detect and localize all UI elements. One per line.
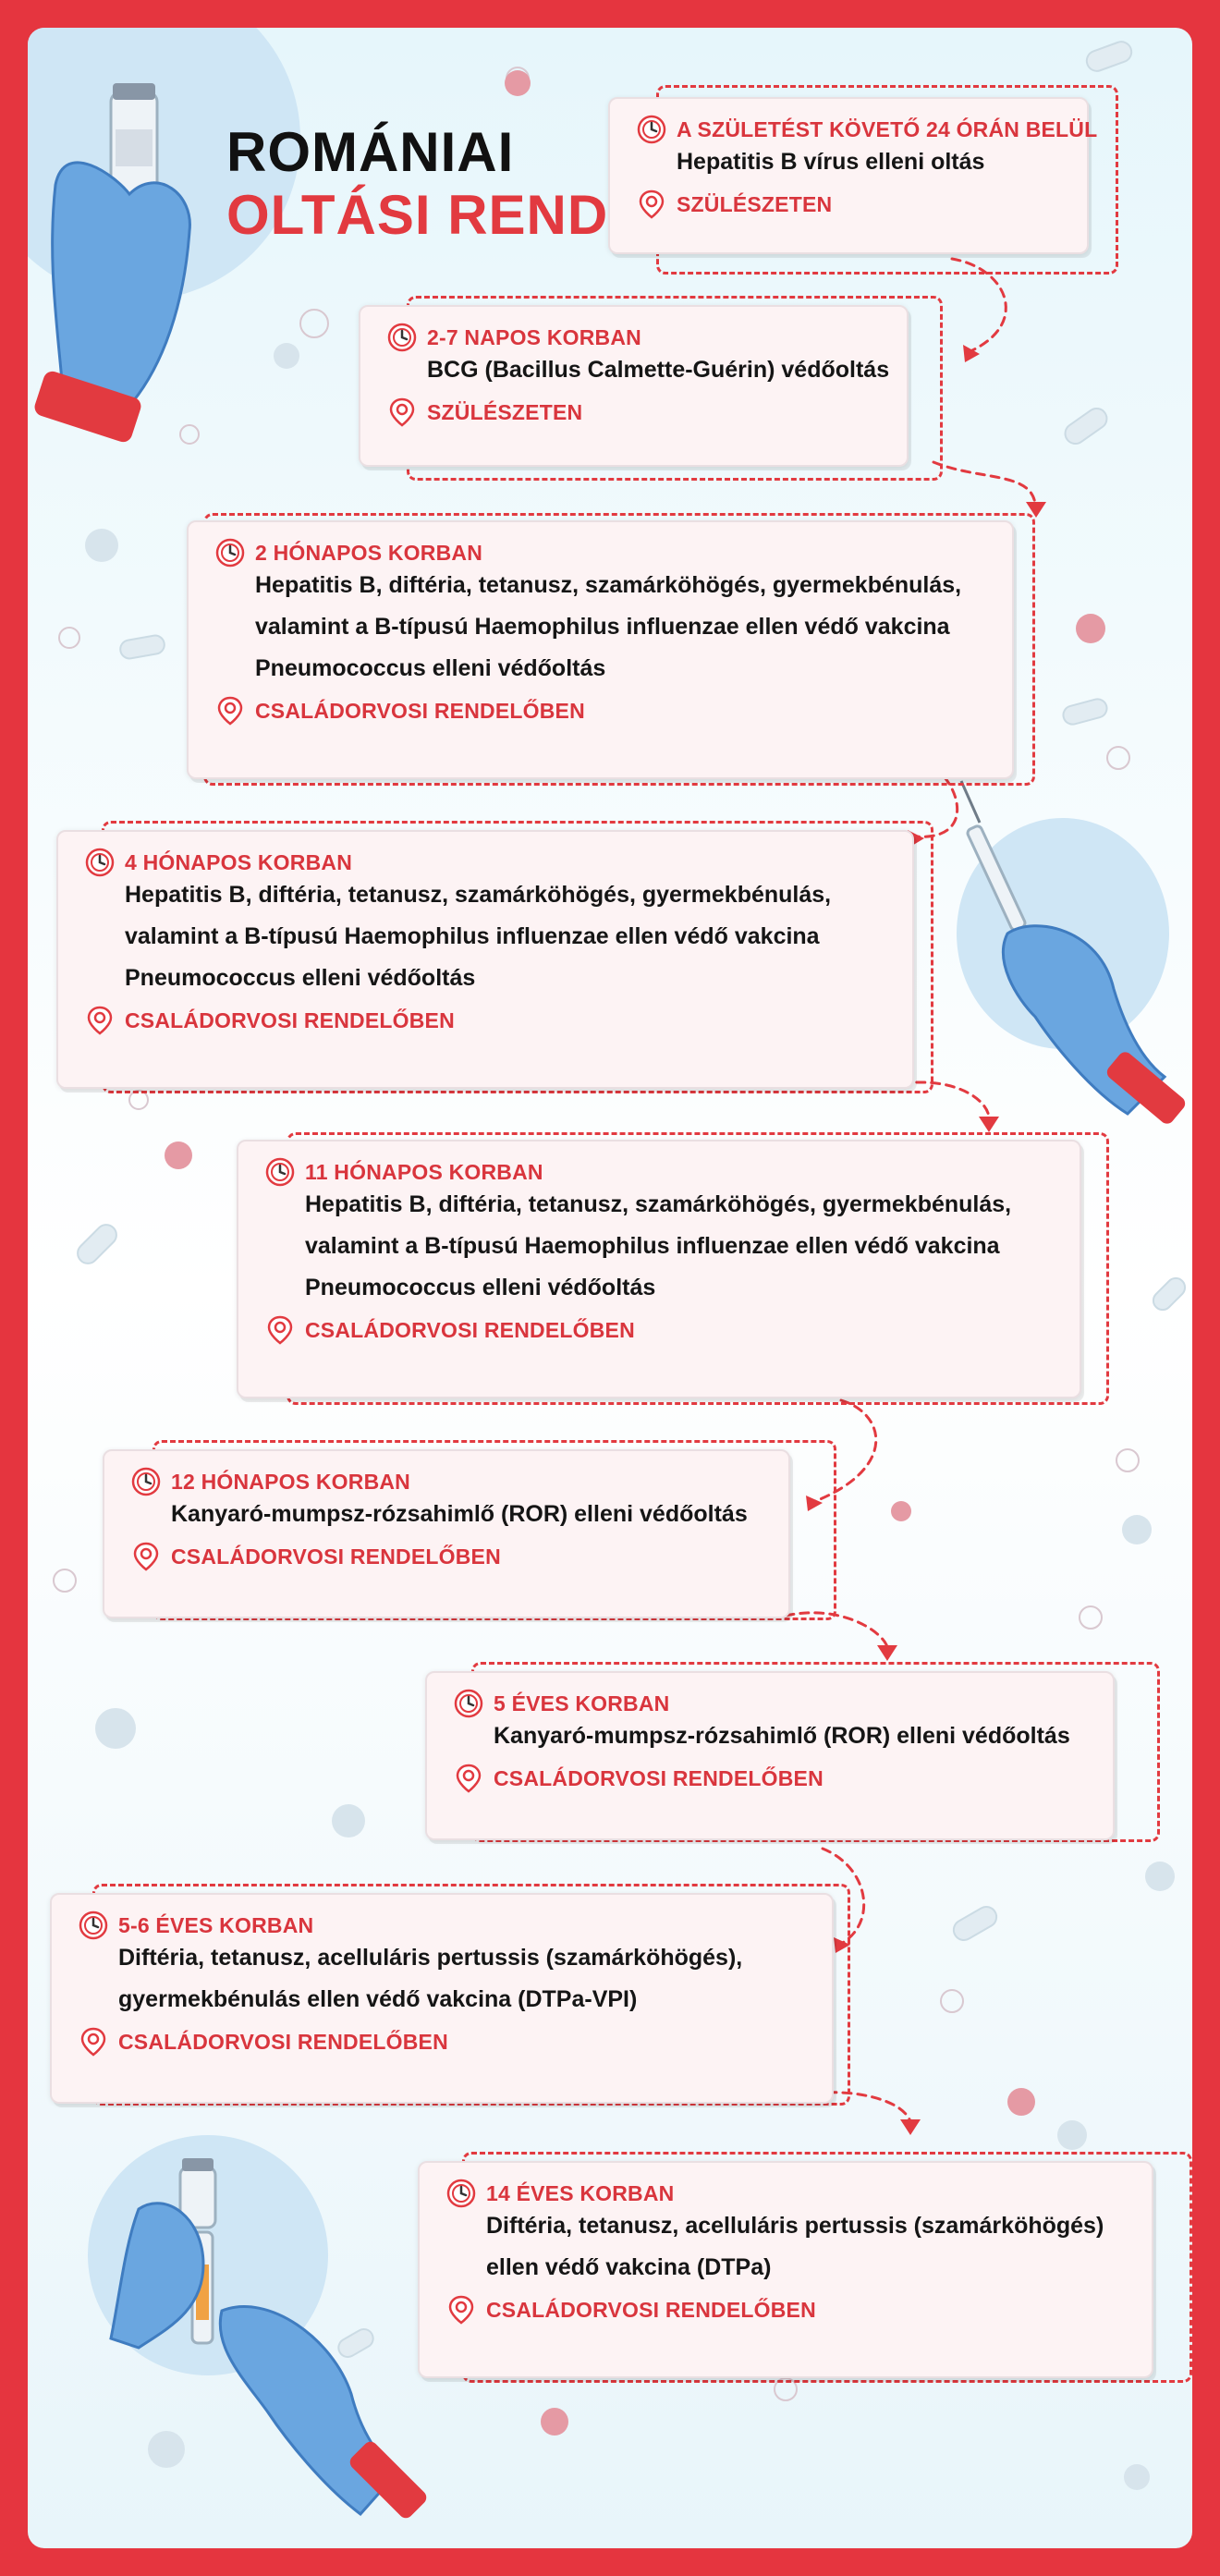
vaccine-text: Hepatitis B vírus elleni oltás	[677, 149, 985, 175]
place-row	[453, 1763, 824, 1794]
age-row	[453, 1688, 669, 1719]
age-label: 11 HÓNAPOS KORBAN	[305, 1159, 543, 1184]
location-pin-icon	[453, 1763, 484, 1794]
clock-icon	[636, 114, 667, 145]
vaccine-text: valamint a B-típusú Haemophilus influenzae ellen védő vakcina	[255, 614, 950, 640]
clock-icon	[130, 1466, 162, 1497]
vaccine-text: Hepatitis B, diftéria, tetanusz, szamárköhögés, gyermekbénulás,	[305, 1191, 1012, 1217]
age-row	[78, 1910, 313, 1941]
age-label: 4 HÓNAPOS KORBAN	[125, 849, 353, 874]
age-row	[214, 537, 482, 568]
vaccine-text: BCG (Bacillus Calmette-Guérin) védőoltás	[427, 357, 890, 383]
schedule-card	[237, 1140, 1081, 1398]
schedule-card	[50, 1893, 834, 2104]
vaccine-text: valamint a B-típusú Haemophilus influenzae ellen védő vakcina	[305, 1233, 1000, 1259]
location-pin-icon	[78, 2026, 109, 2057]
place-label: CSALÁDORVOSI RENDELŐBEN	[171, 1544, 501, 1569]
vaccine-text: Pneumococcus elleni védőoltás	[255, 655, 606, 681]
infographic-panel	[28, 28, 1192, 2548]
place-row	[214, 695, 585, 726]
place-row	[264, 1314, 635, 1346]
clock-icon	[453, 1688, 484, 1719]
vaccine-text: Pneumococcus elleni védőoltás	[125, 965, 476, 991]
title-line-2: OLTÁSI REND	[226, 184, 609, 246]
schedule-card	[359, 305, 909, 467]
schedule-card	[187, 520, 1014, 779]
location-pin-icon	[130, 1541, 162, 1572]
vaccine-text: Hepatitis B, diftéria, tetanusz, szamárköhögés, gyermekbénulás,	[255, 572, 962, 598]
location-pin-icon	[445, 2294, 477, 2326]
place-row	[636, 189, 832, 220]
age-label: 5 ÉVES KORBAN	[494, 1691, 670, 1715]
place-label: CSALÁDORVOSI RENDELŐBEN	[494, 1765, 824, 1790]
location-pin-icon	[214, 695, 246, 726]
age-label: 12 HÓNAPOS KORBAN	[171, 1469, 410, 1494]
age-label: 2-7 NAPOS KORBAN	[427, 324, 641, 349]
vaccine-text: Diftéria, tetanusz, acelluláris pertussis (szamárköhögés),	[118, 1945, 743, 1971]
location-pin-icon	[84, 1005, 116, 1036]
vaccine-text: ellen védő vakcina (DTPa)	[486, 2254, 772, 2280]
schedule-card	[56, 830, 914, 1089]
age-label: 5-6 ÉVES KORBAN	[118, 1912, 314, 1937]
place-row	[84, 1005, 455, 1036]
vaccine-text: Diftéria, tetanusz, acelluláris pertussis (szamárköhögés)	[486, 2213, 1104, 2239]
location-pin-icon	[264, 1314, 296, 1346]
place-row	[445, 2294, 816, 2326]
age-label: A SZÜLETÉST KÖVETŐ 24 ÓRÁN BELÜL	[677, 116, 1098, 141]
age-label: 14 ÉVES KORBAN	[486, 2180, 675, 2205]
place-label: CSALÁDORVOSI RENDELŐBEN	[118, 2029, 448, 2054]
schedule-card	[608, 97, 1098, 254]
location-pin-icon	[386, 397, 418, 428]
clock-icon	[386, 322, 418, 353]
schedule-card	[103, 1449, 790, 1618]
clock-icon	[264, 1156, 296, 1188]
place-row	[130, 1541, 501, 1572]
schedule-card	[418, 2161, 1153, 2378]
vaccine-text: gyermekbénulás ellen védő vakcina (DTPa-VPI)	[118, 1986, 638, 2012]
title-line-1: ROMÁNIAI	[226, 121, 515, 183]
vaccine-text: Kanyaró-mumpsz-rózsahimlő (ROR) elleni védőoltás	[494, 1723, 1070, 1749]
place-label: CSALÁDORVOSI RENDELŐBEN	[125, 1007, 455, 1032]
age-row	[445, 2178, 674, 2209]
age-row	[84, 847, 352, 878]
place-label: CSALÁDORVOSI RENDELŐBEN	[305, 1317, 635, 1342]
clock-icon	[84, 847, 116, 878]
location-pin-icon	[636, 189, 667, 220]
vaccine-text: valamint a B-típusú Haemophilus influenzae ellen védő vakcina	[125, 923, 820, 949]
clock-icon	[214, 537, 246, 568]
vaccine-text: Hepatitis B, diftéria, tetanusz, szamárköhögés, gyermekbénulás,	[125, 882, 832, 908]
place-label: CSALÁDORVOSI RENDELŐBEN	[255, 698, 585, 723]
place-label: SZÜLÉSZETEN	[427, 399, 583, 424]
vaccine-text: Pneumococcus elleni védőoltás	[305, 1275, 656, 1300]
place-row	[78, 2026, 448, 2057]
place-label: SZÜLÉSZETEN	[677, 191, 833, 216]
place-label: CSALÁDORVOSI RENDELŐBEN	[486, 2297, 816, 2322]
clock-icon	[78, 1910, 109, 1941]
age-row	[386, 322, 641, 353]
vaccine-text: Kanyaró-mumpsz-rózsahimlő (ROR) elleni védőoltás	[171, 1501, 748, 1527]
age-label: 2 HÓNAPOS KORBAN	[255, 540, 483, 565]
place-row	[386, 397, 582, 428]
clock-icon	[445, 2178, 477, 2209]
age-row	[636, 114, 1097, 145]
age-row	[264, 1156, 543, 1188]
schedule-card	[425, 1671, 1115, 1840]
age-row	[130, 1466, 410, 1497]
